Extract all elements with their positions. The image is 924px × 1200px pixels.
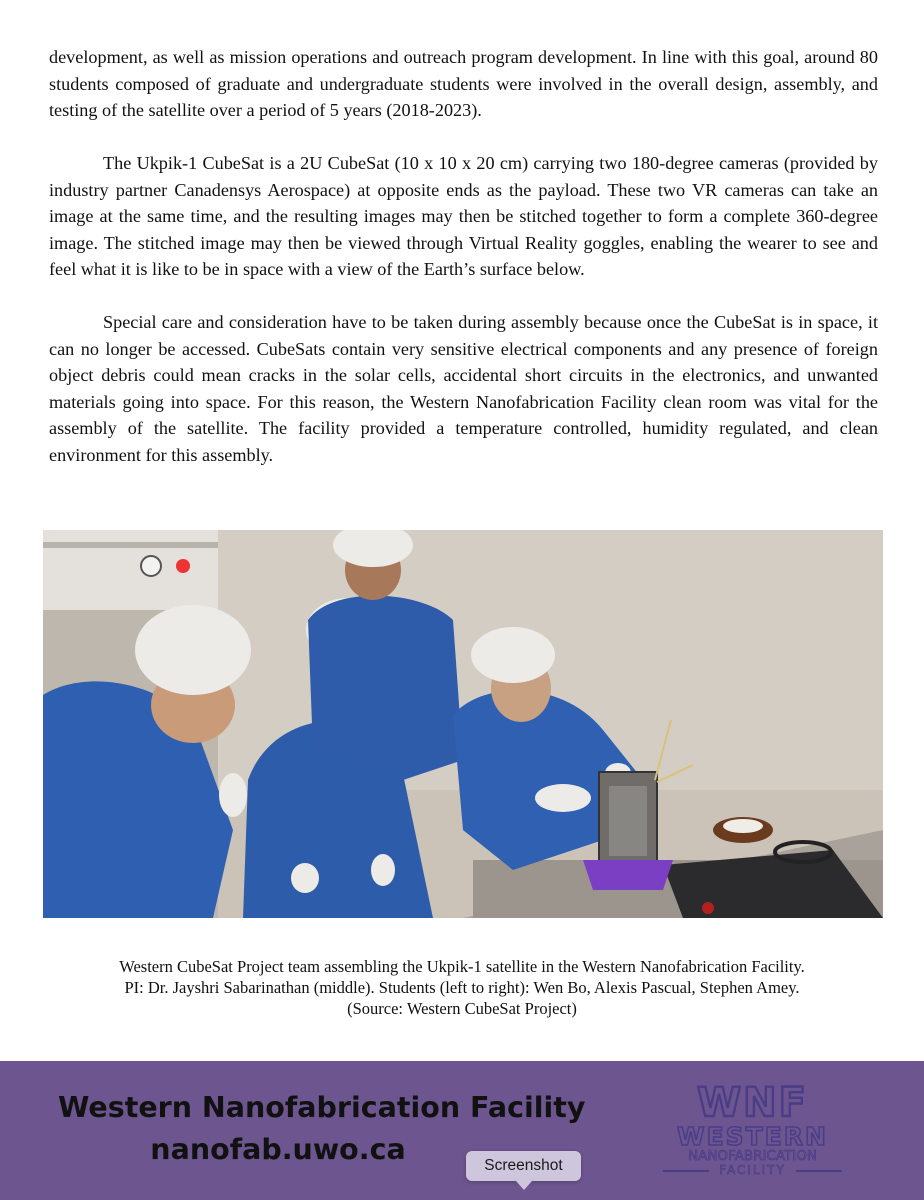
screenshot-tooltip: Screenshot: [466, 1151, 581, 1181]
team-photo: [43, 530, 883, 918]
tooltip-arrow: [516, 1181, 532, 1190]
wnf-logo: [655, 1080, 850, 1178]
paragraph: development, as well as mission operations and outreach program development. In line with this goal, around 80 students composed of graduate and undergraduate students were involved in the overall design, assembly, and testing of the satellite over a period of 5 years (2018-2023).: [49, 47, 878, 120]
photo-caption: [0, 956, 924, 1019]
facility-name: Western Nanofabrication Facility: [58, 1091, 586, 1124]
caption-line: PI: Dr. Jayshri Sabarinathan (middle). Students (left to right): Wen Bo, Alexis Pascual, Stephen Amey.: [124, 978, 800, 997]
paragraph: The Ukpik-1 CubeSat is a 2U CubeSat (10 x 10 x 20 cm) carrying two 180-degree cameras (provided by industry partner Canadensys Aerospace) at opposite ends as the payload. These two VR cameras can take an image at the same time, and the resulting images may then be stitched together to form a complete 360-degree image. The stitched image may then be viewed through Virtual Reality goggles, enabling the wearer to see and feel what it is like to be in space with a view of the Earth’s surface below.: [49, 153, 878, 279]
logo-nanofabrication: NANOFABRICATION: [687, 1148, 817, 1164]
facility-url[interactable]: nanofab.uwo.ca: [150, 1133, 406, 1166]
paragraph: Special care and consideration have to be taken during assembly because once the CubeSat is in space, it can no longer be accessed. CubeSats contain very sensitive electrical components and any presence of foreign object debris could mean cracks in the solar cells, accidental short circuits in the electronics, and unwanted materials going into space. For this reason, the Western Nanofabrication Facility clean room was vital for the assembly of the satellite. The facility provided a temperature controlled, humidity regulated, and clean environment for this assembly.: [49, 312, 878, 465]
logo-acronym: WNF: [697, 1080, 808, 1126]
caption-line: Western CubeSat Project team assembling the Ukpik-1 satellite in the Western Nanofabrication Facility.: [119, 957, 805, 976]
caption-line: (Source: Western CubeSat Project): [347, 999, 577, 1018]
article-body: [49, 44, 878, 495]
page-footer: [0, 1061, 924, 1200]
logo-western: WESTERN: [677, 1122, 828, 1151]
logo-facility: FACILITY: [719, 1163, 786, 1177]
